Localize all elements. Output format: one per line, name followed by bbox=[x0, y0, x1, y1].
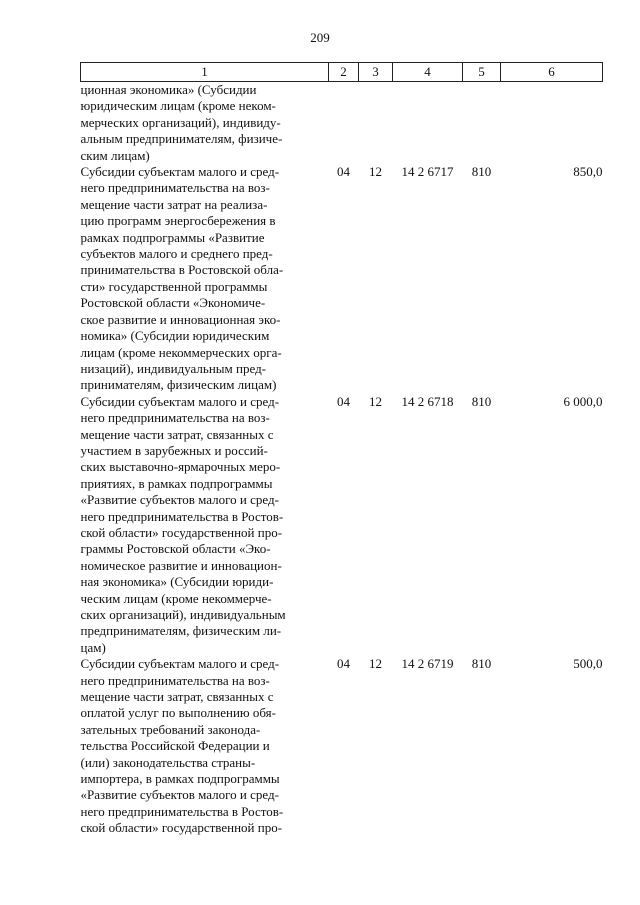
description-line: рамках подпрограммы «Развитие bbox=[80, 229, 265, 245]
budget-table bbox=[80, 62, 603, 837]
description-line: мещение части затрат, связанных с bbox=[80, 689, 274, 705]
subsection-code: 12 bbox=[369, 393, 382, 409]
description-line: субъектов малого и среднего пред- bbox=[80, 246, 273, 262]
amount: 850,0 bbox=[573, 164, 603, 180]
section-code: 04 bbox=[337, 656, 350, 672]
row-description bbox=[81, 164, 329, 394]
description-line: цам) bbox=[80, 639, 106, 655]
amount: 500,0 bbox=[573, 656, 603, 672]
expense-type-code: 810 bbox=[471, 393, 492, 409]
description-line: «Развитие субъектов малого и сред- bbox=[80, 492, 279, 508]
description-line: мещение части затрат на реализа- bbox=[80, 196, 268, 212]
column-header: 1 bbox=[81, 63, 329, 82]
expense-type-code: 810 bbox=[471, 656, 492, 672]
table-row bbox=[81, 656, 603, 836]
column-header: 3 bbox=[359, 63, 393, 82]
description-line: номика» (Субсидии юридическим bbox=[80, 328, 270, 344]
amount bbox=[501, 82, 603, 165]
description-line: него предпринимательства на воз- bbox=[80, 672, 270, 688]
description-line: Субсидии субъектам малого и сред- bbox=[80, 393, 280, 409]
table-row bbox=[81, 164, 603, 394]
description-line: ской области» государственной про- bbox=[80, 524, 283, 540]
column-header: 6 bbox=[501, 63, 603, 82]
description-line: сти» государственной программы bbox=[80, 278, 268, 294]
target-article-code: 14 2 6717 bbox=[401, 164, 454, 180]
description-line: участием в зарубежных и россий- bbox=[80, 442, 268, 458]
description-line: него предпринимательства в Ростов- bbox=[80, 508, 284, 524]
description-line: импортера, в рамках подпрограммы bbox=[80, 771, 280, 787]
column-header: 4 bbox=[393, 63, 463, 82]
description-line: ским лицам) bbox=[80, 147, 150, 163]
row-description bbox=[81, 82, 329, 165]
description-line: приятиях, в рамках подпрограммы bbox=[80, 475, 273, 491]
description-line: оплатой услуг по выполнению обя- bbox=[80, 705, 276, 721]
description-line: альным предпринимателям, физиче- bbox=[80, 131, 283, 147]
description-line: низаций), индивидуальным пред- bbox=[80, 360, 267, 376]
section-code: 04 bbox=[337, 393, 350, 409]
description-line: (или) законодательства страны- bbox=[80, 754, 256, 770]
description-line: Субсидии субъектам малого и сред- bbox=[80, 164, 280, 180]
target-article-code bbox=[393, 82, 463, 165]
description-line: принимателям, физическим лицам) bbox=[80, 377, 277, 393]
description-line: принимательства в Ростовской обла- bbox=[80, 262, 284, 278]
description-line: предпринимателям, физическим ли- bbox=[80, 623, 282, 639]
description-line: ское развитие и инновационная эко- bbox=[80, 311, 281, 327]
description-line: ских выставочно-ярмарочных меро- bbox=[80, 459, 281, 475]
table-row bbox=[81, 394, 603, 657]
description-line: юридическим лицам (кроме неком- bbox=[80, 98, 276, 114]
description-line: ских организаций), индивидуальным bbox=[80, 607, 286, 622]
description-line: Субсидии субъектам малого и сред- bbox=[80, 656, 280, 672]
section-code bbox=[329, 82, 359, 165]
subsection-code bbox=[359, 82, 393, 165]
description-line: лицам (кроме некоммерческих орга- bbox=[80, 344, 282, 360]
description-line: ческим лицам (кроме некоммерче- bbox=[80, 590, 272, 606]
table-body bbox=[81, 82, 603, 837]
description-line: ской области» государственной про- bbox=[80, 820, 283, 836]
column-header: 5 bbox=[463, 63, 501, 82]
description-line: него предпринимательства на воз- bbox=[80, 180, 270, 196]
expense-type-code: 810 bbox=[471, 164, 492, 180]
description-line: Ростовской области «Экономиче- bbox=[80, 295, 266, 311]
description-line: ная экономика» (Субсидии юриди- bbox=[80, 574, 274, 590]
description-line: ционная экономика» (Субсидии bbox=[80, 82, 257, 97]
description-line: номическое развитие и инновацион- bbox=[80, 557, 282, 573]
description-line: цию программ энергосбережения в bbox=[80, 213, 276, 229]
expense-type-code bbox=[463, 82, 501, 165]
description-line: граммы Ростовской области «Эко- bbox=[80, 541, 271, 557]
description-line: него предпринимательства на воз- bbox=[80, 410, 270, 426]
description-line: тельства Российской Федерации и bbox=[80, 738, 270, 754]
column-header: 2 bbox=[329, 63, 359, 82]
subsection-code: 12 bbox=[369, 656, 382, 672]
page-number: 209 bbox=[310, 30, 330, 45]
description-line: мещение части затрат, связанных с bbox=[80, 426, 274, 442]
description-line: него предпринимательства в Ростов- bbox=[80, 803, 284, 819]
amount: 6 000,0 bbox=[563, 393, 603, 409]
subsection-code: 12 bbox=[369, 164, 382, 180]
target-article-code: 14 2 6718 bbox=[401, 393, 454, 409]
row-description bbox=[81, 394, 329, 657]
description-line: зательных требований законода- bbox=[80, 721, 261, 737]
description-line: мерческих организаций), индивиду- bbox=[80, 114, 281, 130]
target-article-code: 14 2 6719 bbox=[401, 656, 454, 672]
header-row bbox=[81, 63, 603, 82]
section-code: 04 bbox=[337, 164, 350, 180]
row-description bbox=[81, 656, 329, 836]
description-line: «Развитие субъектов малого и сред- bbox=[80, 787, 279, 803]
table-row bbox=[81, 82, 603, 165]
